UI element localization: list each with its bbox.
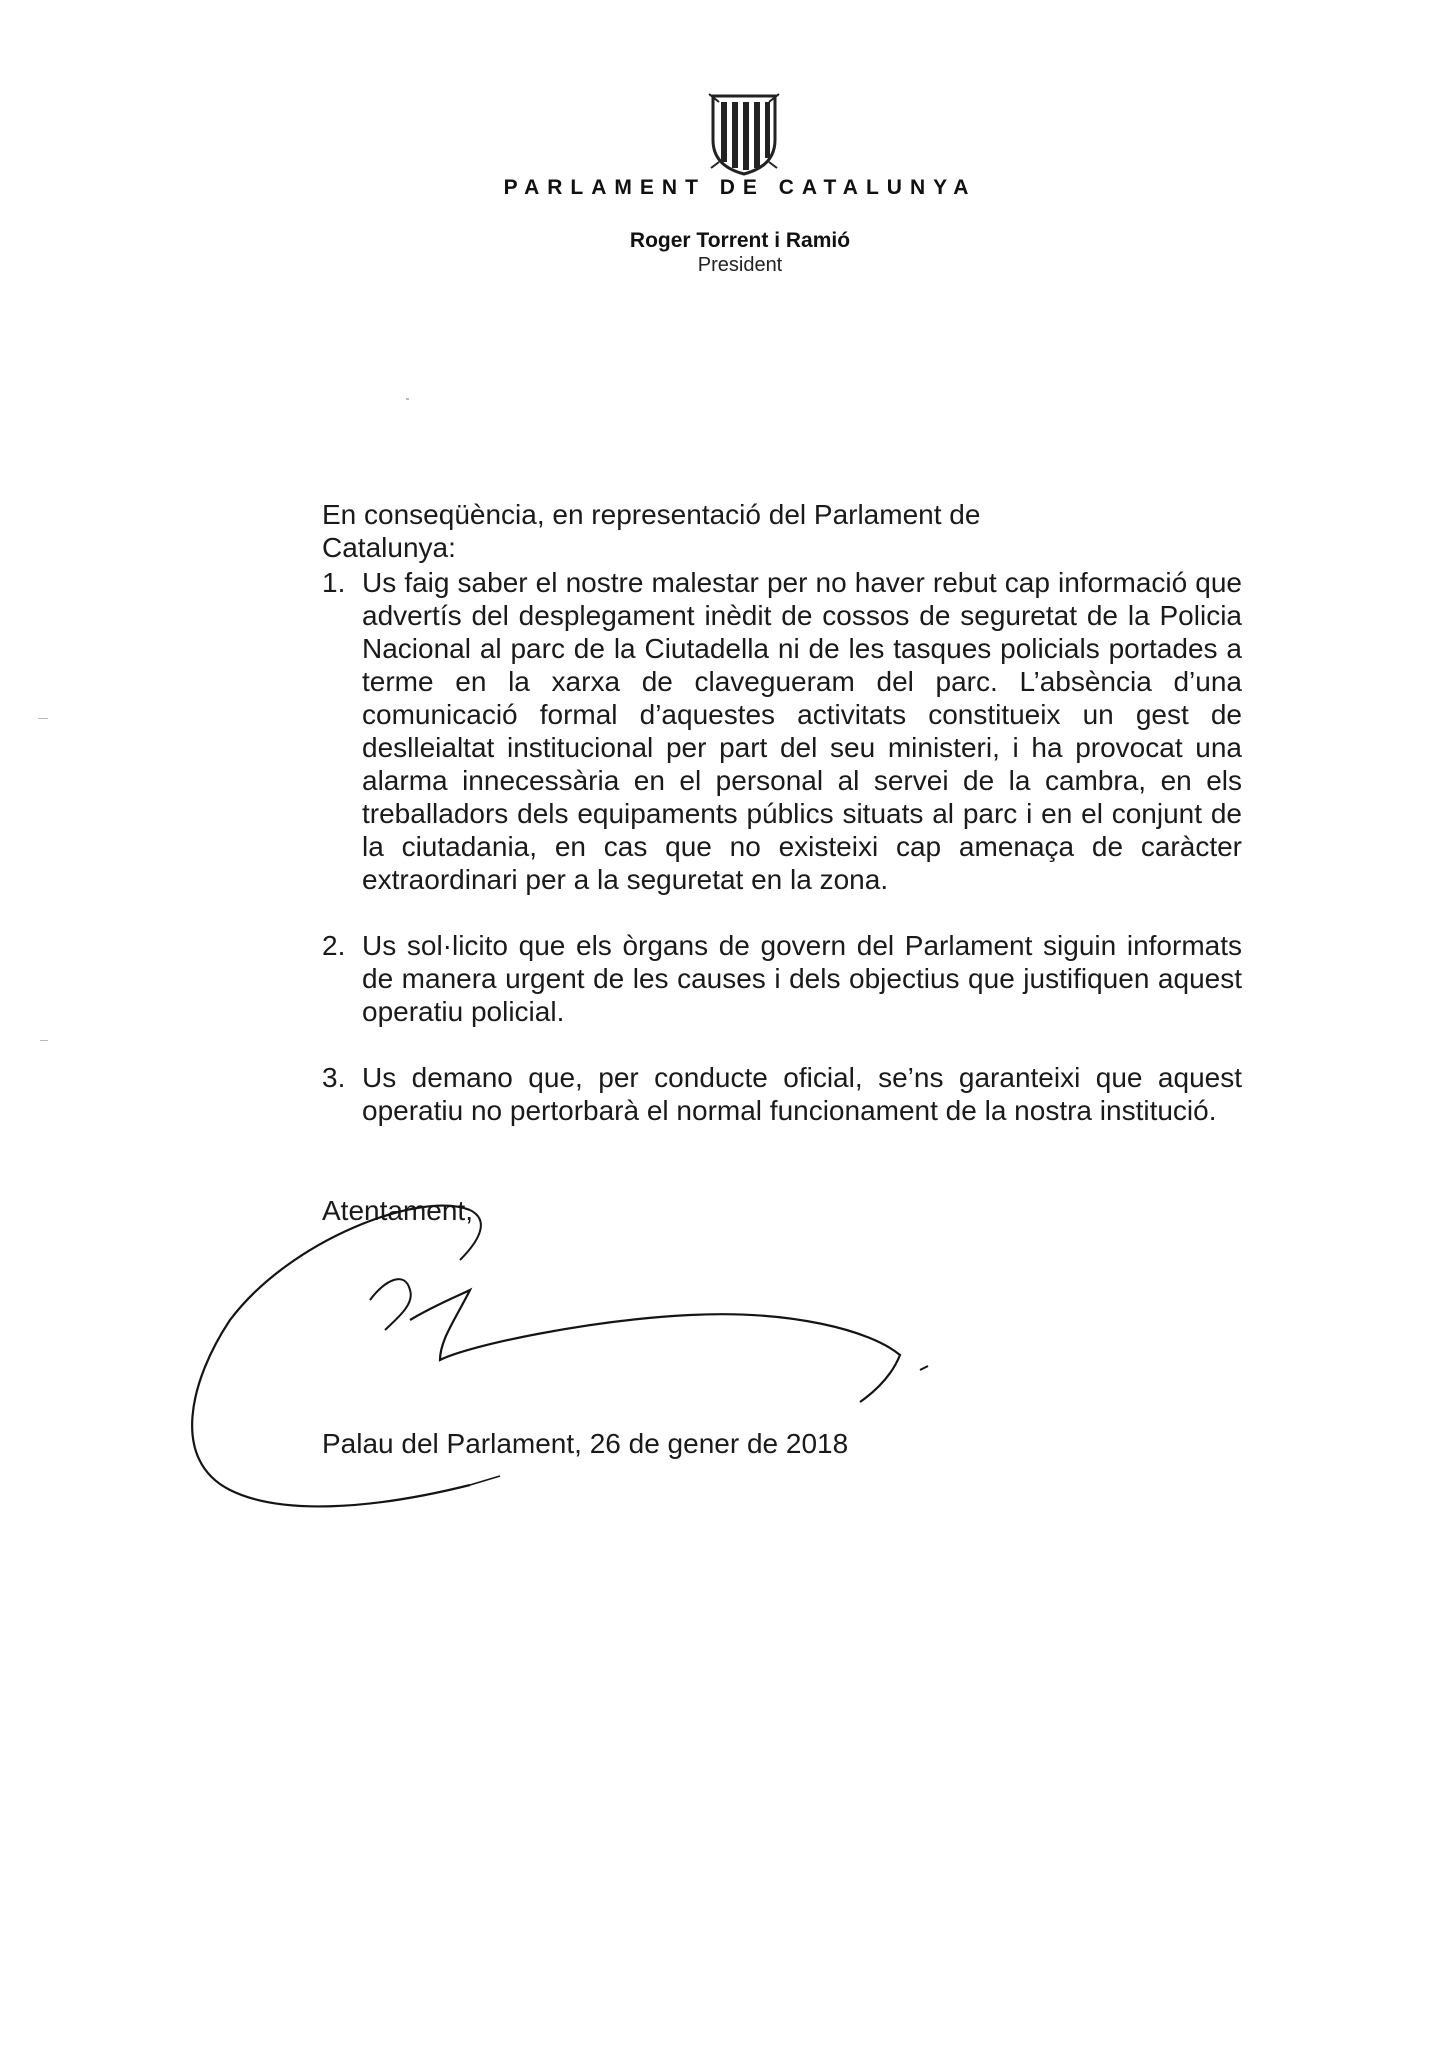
- organization-name: PARLAMENT DE CATALUNYA: [503, 176, 977, 199]
- list-item-number: 2.: [322, 930, 346, 961]
- president-title: President: [697, 254, 783, 276]
- parliament-emblem-icon: [707, 92, 781, 176]
- president-name: Roger Torrent i Ramió: [629, 229, 851, 252]
- closing-salutation: Atentament,: [322, 1195, 473, 1226]
- list-item-text: Us sol·licito que els òrgans de govern del Parlament siguin informats de manera urgent de les causes i dels objectius que justifiquen aquest operatiu policial.: [362, 930, 1242, 1027]
- scan-speck: [38, 718, 48, 719]
- list-item-text: Us demano que, per conducte oficial, se’ns garanteixi que aquest operatiu no pertorbarà el normal funcionament de la nostra institució.: [362, 1062, 1242, 1126]
- scan-speck: [406, 398, 409, 400]
- signature-icon: [170, 1180, 970, 1540]
- list-item-number: 1.: [322, 567, 346, 598]
- scan-speck: [40, 1040, 48, 1041]
- numbered-list: [322, 566, 1242, 1160]
- letter-intro: En conseqüència, en representació del Parlament de Catalunya:: [322, 499, 981, 563]
- list-item-number: 3.: [322, 1062, 346, 1093]
- list-item-text: Us faig saber el nostre malestar per no haver rebut cap informació que advertís del desplegament inèdit de cossos de seguretat de la Policia Nacional al parc de la Ciutadella ni de les tasques policials portades a terme en la xarxa de clavegueram del parc. L’absència d’una comunicació formal d’aquestes activitats constitueix un gest de deslleialtat institucional per part del seu ministeri, i ha provocat una alarma innecessària en el personal al servei de la cambra, en els treballadors dels equipaments públics situats al parc i en el conjunt de la ciutadania, en cas que no existeixi cap amenaça de caràcter extraordinari per a la seguretat en la zona.: [362, 567, 1242, 895]
- place-date: Palau del Parlament, 26 de gener de 2018: [322, 1428, 849, 1459]
- list-item: [322, 929, 1242, 1028]
- list-item: [322, 566, 1242, 896]
- list-item: [322, 1061, 1242, 1127]
